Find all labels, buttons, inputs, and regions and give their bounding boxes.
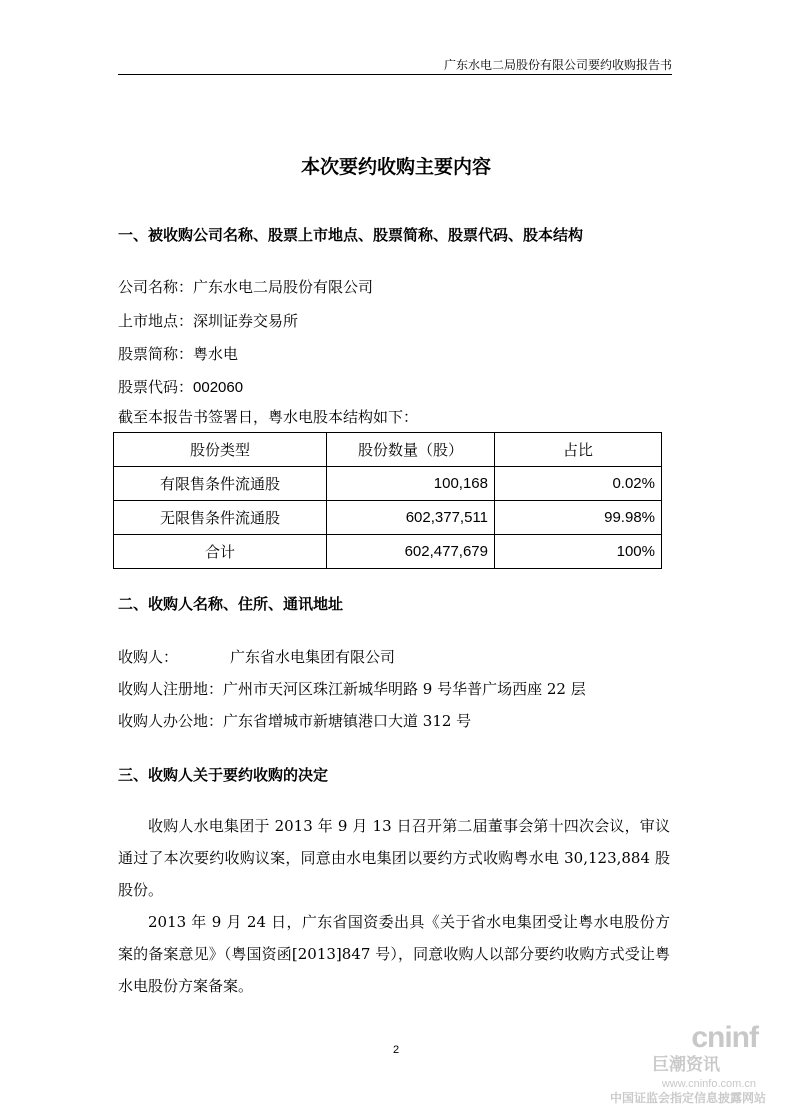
stock-code-value: 002060 [193,379,244,396]
table-row [114,535,662,569]
stock-short-name-line [118,343,238,364]
exchange-label: 上市地点： [118,312,194,330]
office-address-line [118,710,471,731]
section3-heading: 三、收购人关于要约收购的决定 [118,766,329,784]
table-header-cell: 占比 [495,433,662,467]
company-name-line [118,276,373,297]
section2-heading: 二、收购人名称、住所、通讯地址 [118,595,344,613]
acquirer-value: 广东省水电集团有限公司 [230,648,396,666]
csrc-designated-site: 中国证监会指定信息披露网站 [609,1091,766,1105]
table-cell: 99.98% [495,501,662,535]
table-header-row [114,433,662,467]
company-name-value: 广东水电二局股份有限公司 [193,278,374,296]
stock-code-line [118,376,243,397]
section1-heading: 一、被收购公司名称、股票上市地点、股票简称、股票代码、股本结构 [118,226,584,244]
table-cell: 602,477,679 [327,535,495,569]
company-name-label: 公司名称： [118,278,194,296]
acquirer-label: 收购人： [118,648,179,666]
cninfo-cn-name: 巨潮资讯 [652,1055,720,1075]
decision-paragraph-1: 收购人水电集团于 2013 年 9 月 13 日召开第二届董事会第十四次会议，审议通过了本次要约收购议案，同意由水电集团以要约方式收购粤水电 30,123,884 股股份。 [118,817,670,899]
cninfo-watermark [628,1022,758,1092]
stock-code-label: 股票代码： [118,378,194,396]
table-row [114,501,662,535]
table-cell: 602,377,511 [327,501,495,535]
table-header-cell: 股份类型 [114,433,327,467]
page-header [118,52,672,75]
table-cell: 100,168 [327,467,495,501]
cninfo-url: www.cninfo.com.cn [661,1078,756,1090]
table-cell: 0.02% [495,467,662,501]
office-address-label: 收购人办公地： [118,712,224,730]
stock-short-name-label: 股票简称： [118,345,194,363]
table-cell: 合计 [114,535,327,569]
share-structure-intro: 截至本报告书签署日，粤水电股本结构如下： [118,408,419,426]
exchange-line [118,310,298,331]
registered-address-label: 收购人注册地： [118,680,224,698]
table-cell: 无限售条件流通股 [114,501,327,535]
registered-address-value: 广州市天河区珠江新城华明路 9 号华普广场西座 22 层 [223,680,586,698]
table-header-cell: 股份数量（股） [327,433,495,467]
table-cell: 有限售条件流通股 [114,467,327,501]
office-address-value: 广东省增城市新塘镇港口大道 312 号 [223,712,472,730]
decision-paragraph-2: 2013 年 9 月 24 日，广东省国资委出具《关于省水电集团受让粤水电股份方案的备案意见》（粤国资函[2013]847 号），同意收购人以部分要约收购方式受让粤水电股份方案备案。 [118,913,670,995]
page-title: 本次要约收购主要内容 [300,156,491,178]
table-row [114,467,662,501]
registered-address-line [118,678,586,699]
stock-short-name-value: 粤水电 [193,345,239,363]
header-text: 广东水电二局股份有限公司要约收购报告书 [443,58,672,72]
cninfo-logo: cninf [691,1021,758,1054]
decision-paragraphs [118,810,670,1002]
share-structure-table [113,432,662,569]
exchange-value: 深圳证券交易所 [193,312,299,330]
acquirer-line [118,646,395,667]
page-number: 2 [392,1044,400,1056]
table-cell: 100% [495,535,662,569]
